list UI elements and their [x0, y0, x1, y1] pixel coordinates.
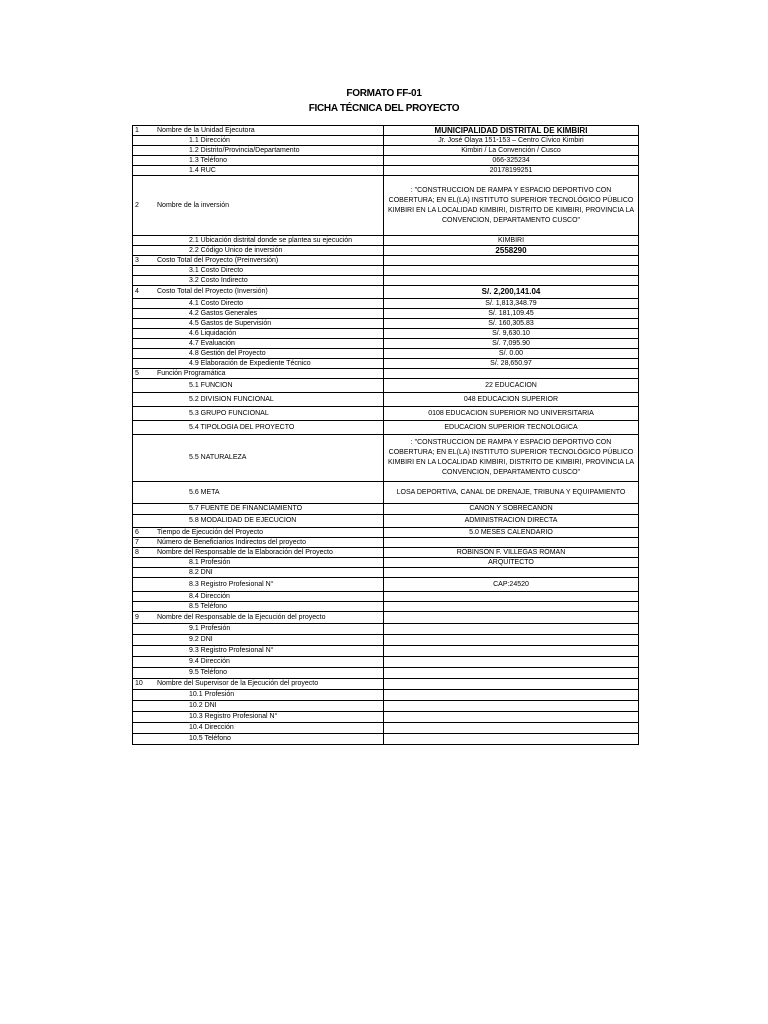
table-row	[133, 246, 639, 256]
row-value: CANON Y SOBRECANON	[384, 504, 639, 515]
row-number: 4	[133, 286, 156, 299]
row-label: 1.4 RUC	[155, 166, 384, 176]
row-label: 4.9 Elaboración de Expediente Técnico	[155, 359, 384, 369]
row-value	[384, 690, 639, 701]
row-label: 2.2 Código Único de inversión	[155, 246, 384, 256]
table-row	[133, 349, 639, 359]
row-label: 5.6 META	[155, 482, 384, 504]
row-number	[133, 246, 156, 256]
row-value: MUNICIPALIDAD DISTRITAL DE KIMBIRI	[384, 126, 639, 136]
row-label: Nombre del Supervisor de la Ejecución del proyecto	[155, 679, 384, 690]
table-row	[133, 528, 639, 538]
document-subtitle: FICHA TÉCNICA DEL PROYECTO	[308, 103, 460, 114]
row-value: 20178199251	[384, 166, 639, 176]
table-row	[133, 319, 639, 329]
table-row	[133, 379, 639, 393]
row-label: 4.5 Gastos de Supervisión	[155, 319, 384, 329]
row-number	[133, 166, 156, 176]
table-row	[133, 679, 639, 690]
row-value	[384, 624, 639, 635]
document-header	[0, 86, 768, 116]
table-row	[133, 369, 639, 379]
row-label: Nombre de la inversión	[155, 176, 384, 236]
row-number	[133, 146, 156, 156]
table-row	[133, 635, 639, 646]
row-number	[133, 646, 156, 657]
row-value	[384, 657, 639, 668]
table-row	[133, 146, 639, 156]
row-value: ARQUITECTO	[384, 558, 639, 568]
row-value	[384, 612, 639, 624]
row-label: Nombre del Responsable de la Elaboración del Proyecto	[155, 548, 384, 558]
table-row	[133, 548, 639, 558]
row-label: 3.1 Costo Directo	[155, 266, 384, 276]
row-label: 10.1 Profesión	[155, 690, 384, 701]
row-value	[384, 668, 639, 679]
table-row	[133, 712, 639, 723]
row-value	[384, 369, 639, 379]
row-value	[384, 679, 639, 690]
row-number	[133, 578, 156, 592]
table-row	[133, 126, 639, 136]
row-number	[133, 435, 156, 482]
row-value: S/. 7,095.90	[384, 339, 639, 349]
row-label: 10.2 DNI	[155, 701, 384, 712]
row-number: 9	[133, 612, 156, 624]
table-row	[133, 602, 639, 612]
row-number	[133, 568, 156, 578]
row-number: 3	[133, 256, 156, 266]
row-label: Costo Total del Proyecto (Inversión)	[155, 286, 384, 299]
row-number	[133, 624, 156, 635]
row-value	[384, 646, 639, 657]
document-title: FORMATO FF-01	[346, 88, 422, 99]
table-row	[133, 592, 639, 602]
row-value: 22 EDUCACION	[384, 379, 639, 393]
row-value: S/. 160,305.83	[384, 319, 639, 329]
table-row	[133, 136, 639, 146]
row-number: 7	[133, 538, 156, 548]
row-number	[133, 309, 156, 319]
table-row	[133, 266, 639, 276]
row-number	[133, 657, 156, 668]
table-row	[133, 538, 639, 548]
row-value	[384, 592, 639, 602]
ficha-tecnica-table	[132, 125, 639, 745]
row-label: 3.2 Costo Indirecto	[155, 276, 384, 286]
row-label: 5.2 DIVISION FUNCIONAL	[155, 393, 384, 407]
row-label: 1.3 Teléfono	[155, 156, 384, 166]
row-value: S/. 1,813,348.79	[384, 299, 639, 309]
row-label: 1.1 Dirección	[155, 136, 384, 146]
row-value: 0108 EDUCACION SUPERIOR NO UNIVERSITARIA	[384, 407, 639, 421]
row-number	[133, 712, 156, 723]
row-label: 8.2 DNI	[155, 568, 384, 578]
row-label: 1.2 Distrito/Provincia/Departamento	[155, 146, 384, 156]
row-value	[384, 256, 639, 266]
row-value	[384, 712, 639, 723]
row-number	[133, 379, 156, 393]
row-label: 5.5 NATURALEZA	[155, 435, 384, 482]
row-value: LOSA DEPORTIVA, CANAL DE DRENAJE, TRIBUNA Y EQUIPAMIENTO	[384, 482, 639, 504]
row-label: 10.5 Teléfono	[155, 734, 384, 745]
table-row	[133, 407, 639, 421]
table-row	[133, 690, 639, 701]
row-number	[133, 136, 156, 146]
row-number: 5	[133, 369, 156, 379]
table-row	[133, 515, 639, 528]
table-row	[133, 393, 639, 407]
row-label: Nombre del Responsable de la Ejecución del proyecto	[155, 612, 384, 624]
row-value	[384, 635, 639, 646]
table-row	[133, 236, 639, 246]
table-row	[133, 612, 639, 624]
row-value	[384, 266, 639, 276]
row-number	[133, 482, 156, 504]
row-number: 6	[133, 528, 156, 538]
row-label: 4.6 Liquidación	[155, 329, 384, 339]
row-label: 5.4 TIPOLOGIA DEL PROYECTO	[155, 421, 384, 435]
row-label: 4.2 Gastos Generales	[155, 309, 384, 319]
row-label: 9.4 Dirección	[155, 657, 384, 668]
row-number	[133, 276, 156, 286]
row-label: Número de Beneficiarios Indirectos del proyecto	[155, 538, 384, 548]
row-value: 5.0 MESES CALENDARIO	[384, 528, 639, 538]
row-value: ADMINISTRACION DIRECTA	[384, 515, 639, 528]
table-row	[133, 646, 639, 657]
row-value	[384, 723, 639, 734]
row-number	[133, 299, 156, 309]
table-row	[133, 624, 639, 635]
row-number: 1	[133, 126, 156, 136]
row-value: EDUCACION SUPERIOR TECNOLOGICA	[384, 421, 639, 435]
row-number	[133, 407, 156, 421]
row-label: 10.3 Registro Profesional N°	[155, 712, 384, 723]
row-number	[133, 602, 156, 612]
row-value	[384, 602, 639, 612]
row-label: 5.8 MODALIDAD DE EJECUCION	[155, 515, 384, 528]
table-row	[133, 156, 639, 166]
row-value: : "CONSTRUCCION DE RAMPA Y ESPACIO DEPORTIVO CON COBERTURA; EN EL(LA) INSTITUTO SUPERIOR TECNOLÓGICO PÚBLICO KIMBIRI EN LA LOCALIDAD KIMBIRI, DISTRITO DE KIMBIRI, PROVINCIA LA CONVENCION, DEPARTAMENTO CUSCO"	[384, 435, 639, 482]
table-row	[133, 568, 639, 578]
row-number	[133, 236, 156, 246]
table-row	[133, 276, 639, 286]
table-row	[133, 668, 639, 679]
row-number	[133, 723, 156, 734]
row-value	[384, 568, 639, 578]
row-label: 5.7 FUENTE DE FINANCIAMIENTO	[155, 504, 384, 515]
row-value	[384, 538, 639, 548]
row-value: S/. 28,650.97	[384, 359, 639, 369]
row-number	[133, 592, 156, 602]
row-number	[133, 515, 156, 528]
row-label: 5.1 FUNCION	[155, 379, 384, 393]
row-number	[133, 504, 156, 515]
row-value: S/. 0.00	[384, 349, 639, 359]
table-row	[133, 482, 639, 504]
row-number	[133, 734, 156, 745]
row-label: Nombre de la Unidad Ejecutora	[155, 126, 384, 136]
table-row	[133, 359, 639, 369]
row-value: 2558290	[384, 246, 639, 256]
row-value: S/. 181,109.45	[384, 309, 639, 319]
row-number: 8	[133, 548, 156, 558]
row-label: Función Programática	[155, 369, 384, 379]
row-number	[133, 701, 156, 712]
row-label: 4.8 Gestión del Proyecto	[155, 349, 384, 359]
row-number	[133, 421, 156, 435]
row-number	[133, 339, 156, 349]
row-number	[133, 329, 156, 339]
table-row	[133, 734, 639, 745]
row-label: Costo Total del Proyecto (Preinversión)	[155, 256, 384, 266]
row-number	[133, 558, 156, 568]
table-row	[133, 166, 639, 176]
row-value: : "CONSTRUCCION DE RAMPA Y ESPACIO DEPORTIVO CON COBERTURA; EN EL(LA) INSTITUTO SUPERIOR TECNOLÓGICO PÚBLICO KIMBIRI EN LA LOCALIDAD KIMBIRI, DISTRITO DE KIMBIRI, PROVINCIA LA CONVENCION, DEPARTAMENTO CUSCO"	[384, 176, 639, 236]
row-label: 9.1 Profesión	[155, 624, 384, 635]
row-number	[133, 319, 156, 329]
row-value: Kimbiri / La Convención / Cusco	[384, 146, 639, 156]
table-row	[133, 578, 639, 592]
row-label: 4.1 Costo Directo	[155, 299, 384, 309]
row-label: 9.3 Registro Profesional N°	[155, 646, 384, 657]
table-row	[133, 657, 639, 668]
row-number	[133, 668, 156, 679]
table-row	[133, 504, 639, 515]
row-value: KIMBIRI	[384, 236, 639, 246]
row-label: 8.3 Registro Profesional N°	[155, 578, 384, 592]
row-label: 8.1 Profesión	[155, 558, 384, 568]
table-row	[133, 421, 639, 435]
row-label: 5.3 GRUPO FUNCIONAL	[155, 407, 384, 421]
row-value: 066-325234	[384, 156, 639, 166]
table-row	[133, 339, 639, 349]
table-row	[133, 256, 639, 266]
row-value	[384, 701, 639, 712]
table-row	[133, 176, 639, 236]
row-value: ROBINSON F. VILLEGAS ROMAN	[384, 548, 639, 558]
row-value: CAP:24520	[384, 578, 639, 592]
row-label: 8.4 Dirección	[155, 592, 384, 602]
row-number: 10	[133, 679, 156, 690]
row-label: 8.5 Teléfono	[155, 602, 384, 612]
row-label: 10.4 Dirección	[155, 723, 384, 734]
table-row	[133, 299, 639, 309]
row-number	[133, 359, 156, 369]
row-number	[133, 690, 156, 701]
row-number	[133, 635, 156, 646]
row-label: Tiempo de Ejecución del Proyecto	[155, 528, 384, 538]
table-row	[133, 701, 639, 712]
row-label: 2.1 Ubicación distrital donde se plantea su ejecución	[155, 236, 384, 246]
row-value: S/. 2,200,141.04	[384, 286, 639, 299]
table-row	[133, 329, 639, 339]
row-label: 9.5 Teléfono	[155, 668, 384, 679]
table-row	[133, 286, 639, 299]
row-value	[384, 276, 639, 286]
row-value	[384, 734, 639, 745]
table-row	[133, 723, 639, 734]
table-row	[133, 558, 639, 568]
row-number: 2	[133, 176, 156, 236]
row-number	[133, 156, 156, 166]
table-row	[133, 309, 639, 319]
ficha-tecnica-body	[133, 126, 639, 745]
row-number	[133, 266, 156, 276]
row-value: S/. 9,630.10	[384, 329, 639, 339]
row-label: 4.7 Evaluación	[155, 339, 384, 349]
row-value: Jr. José Olaya 151-153 – Centro Cívico Kimbiri	[384, 136, 639, 146]
row-number	[133, 349, 156, 359]
row-number	[133, 393, 156, 407]
row-value: 048 EDUCACION SUPERIOR	[384, 393, 639, 407]
row-label: 9.2 DNI	[155, 635, 384, 646]
table-row	[133, 435, 639, 482]
